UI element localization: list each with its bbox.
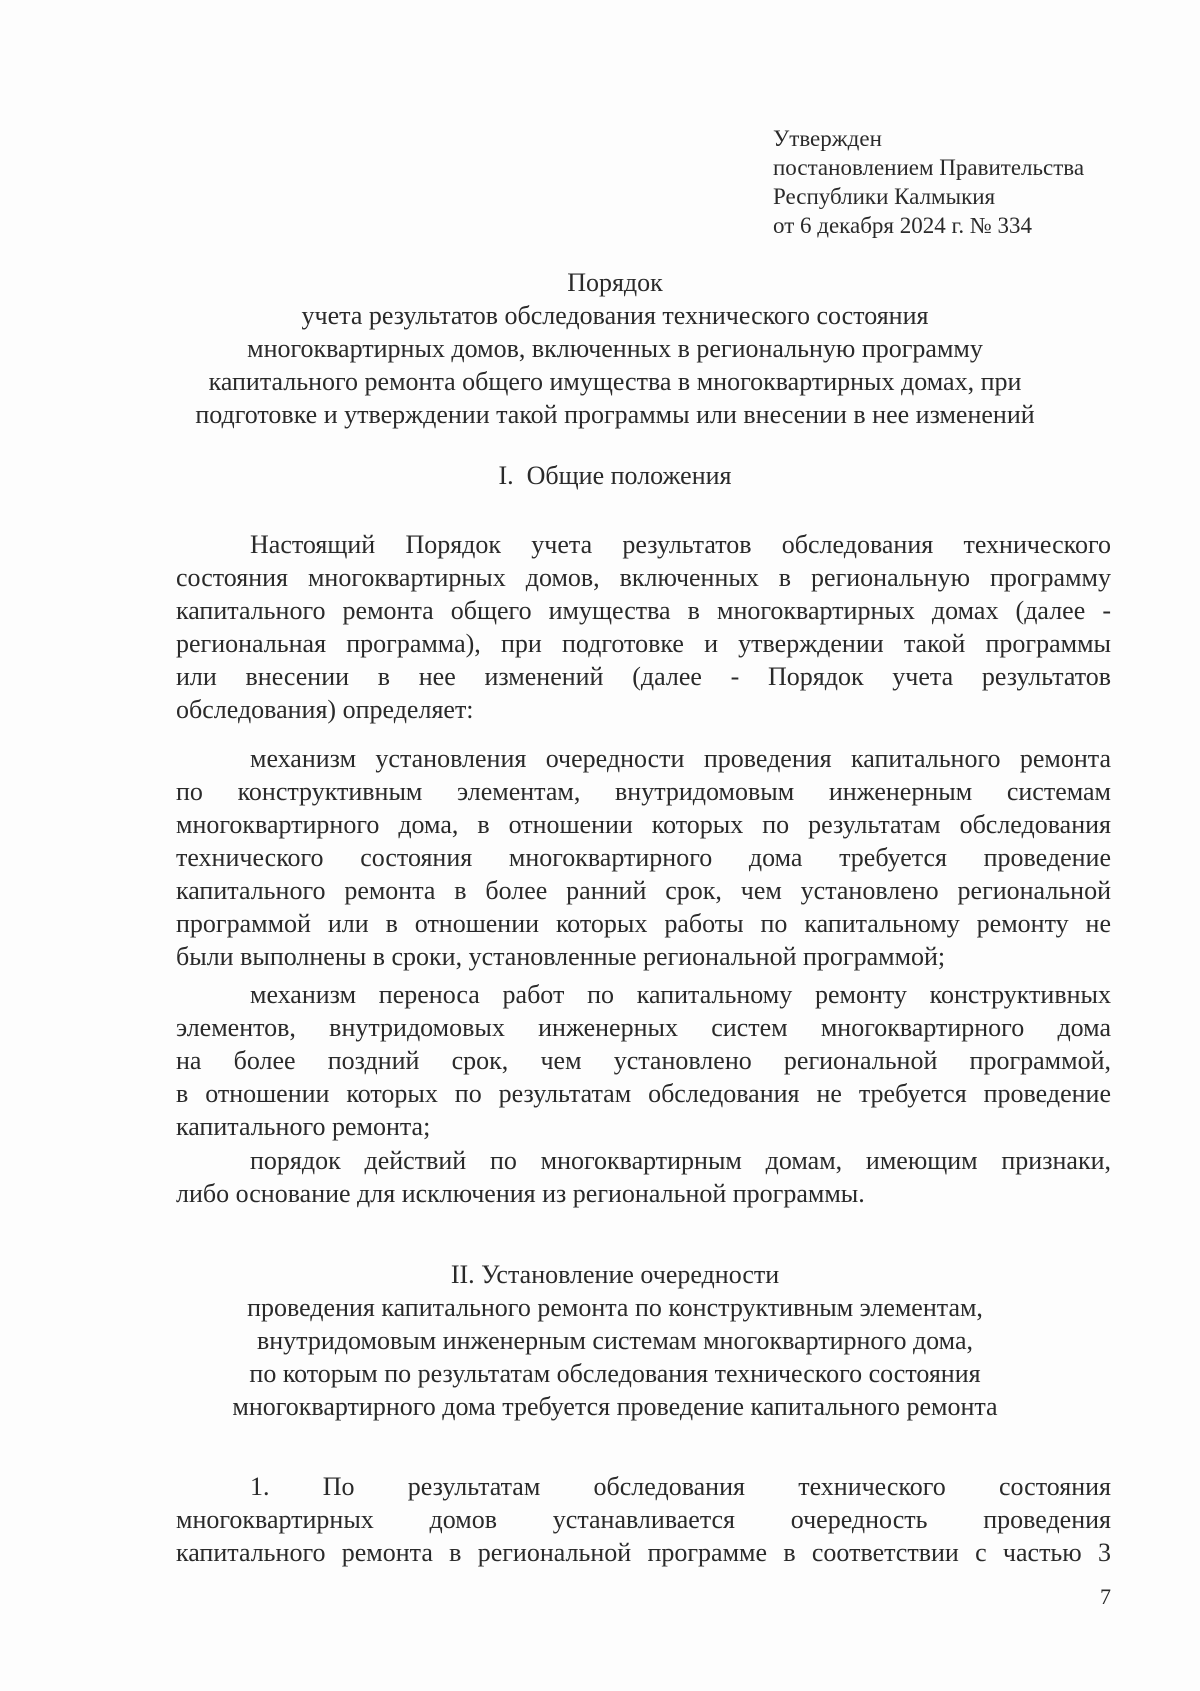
approval-line: Утвержден	[773, 126, 882, 151]
paragraph-line: капитального ремонта;	[176, 1112, 431, 1141]
paragraph-line: механизм установления очередности проведения капитального ремонта	[250, 744, 1111, 773]
title-line: Порядок	[567, 268, 663, 297]
title-line: учета результатов обследования технического состояния	[301, 301, 929, 330]
section-heading-line: многоквартирного дома требуется проведение капитального ремонта	[232, 1392, 998, 1421]
paragraph-mechanism-transfer	[176, 978, 1111, 1143]
paragraph-line: в отношении которых по результатам обследования не требуется проведение	[176, 1079, 1111, 1108]
paragraph-line: были выполнены в сроки, установленные региональной программой;	[176, 942, 946, 971]
section-1-heading	[150, 459, 1080, 492]
paragraph-line: многоквартирных домов устанавливается очередность проведения	[176, 1505, 1111, 1534]
paragraph-line: по конструктивным элементам, внутридомовым инженерным системам	[176, 777, 1111, 806]
paragraph-exclusion	[176, 1144, 1111, 1210]
paragraph-line: либо основание для исключения из региональной программы.	[176, 1179, 865, 1208]
paragraph-line: порядок действий по многоквартирным домам, имеющим признаки,	[250, 1146, 1111, 1175]
paragraph-line: элементов, внутридомовых инженерных систем многоквартирного дома	[176, 1013, 1111, 1042]
approval-line: постановлением Правительства	[773, 155, 1085, 180]
section-heading-line: II. Установление очередности	[450, 1260, 780, 1289]
section-heading-line: внутридомовым инженерным системам многоквартирного дома,	[256, 1326, 973, 1355]
paragraph-line: многоквартирного дома, в отношении которых по результатам обследования	[176, 810, 1111, 839]
section-heading-line: по которым по результатам обследования технического состояния	[249, 1359, 981, 1388]
paragraph-line: региональная программа), при подготовке и утверждении такой программы	[176, 629, 1111, 658]
title-line: многоквартирных домов, включенных в региональную программу	[247, 334, 983, 363]
approval-line: Республики Калмыкия	[773, 184, 996, 209]
paragraph-line: технического состояния многоквартирного дома требуется проведение	[176, 843, 1111, 872]
paragraph-line: или внесении в нее изменений (далее - Порядок учета результатов	[176, 662, 1111, 691]
paragraph-line: капитального ремонта в более ранний срок, чем установлено региональной	[176, 876, 1111, 905]
paragraph-clause-1	[176, 1470, 1111, 1569]
paragraph-line: обследования) определяет:	[176, 695, 474, 724]
approval-stamp	[773, 124, 1084, 240]
paragraph-line: состояния многоквартирных домов, включенных в региональную программу	[176, 563, 1111, 592]
page-number: 7	[1100, 1584, 1111, 1609]
paragraph-intro	[176, 528, 1111, 726]
paragraph-line: программой или в отношении которых работы по капитальному ремонту не	[176, 909, 1111, 938]
approval-line: от 6 декабря 2024 г. № 334	[773, 213, 1033, 238]
title-line: капитального ремонта общего имущества в многоквартирных домах, при	[208, 367, 1022, 396]
paragraph-line: 1. По результатам обследования технического состояния	[250, 1472, 1111, 1501]
paragraph-line: капитального ремонта в региональной программе в соответствии с частью 3	[176, 1538, 1111, 1567]
document-title	[150, 266, 1080, 431]
paragraph-mechanism-order	[176, 742, 1111, 973]
section-heading-line: I. Общие положения	[498, 461, 732, 490]
title-line: подготовке и утверждении такой программы или внесении в нее изменений	[195, 400, 1035, 429]
section-2-heading	[150, 1258, 1080, 1423]
paragraph-line: на более поздний срок, чем установлено региональной программой,	[176, 1046, 1111, 1075]
paragraph-line: капитального ремонта общего имущества в многоквартирных домах (далее -	[176, 596, 1111, 625]
paragraph-line: механизм переноса работ по капитальному ремонту конструктивных	[250, 980, 1111, 1009]
section-heading-line: проведения капитального ремонта по конструктивным элементам,	[247, 1293, 983, 1322]
paragraph-line: Настоящий Порядок учета результатов обследования технического	[250, 530, 1111, 559]
